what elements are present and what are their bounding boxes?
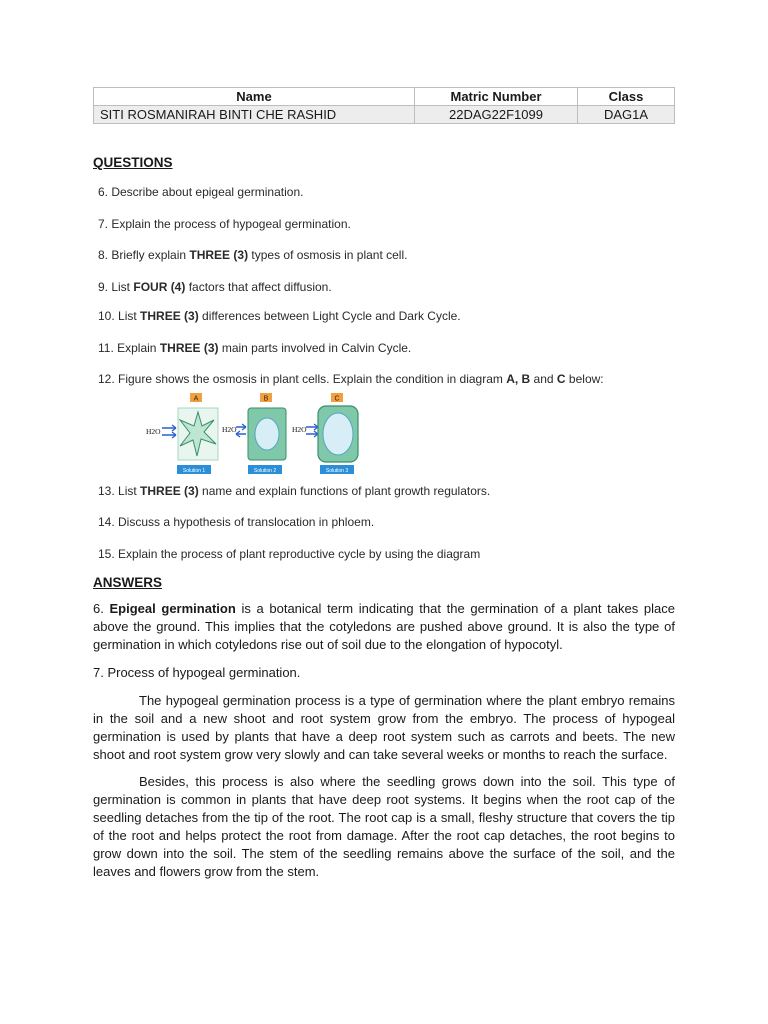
question-13 [98,484,490,498]
q8-bold: THREE (3) [189,248,249,262]
q13-text-end: name and explain functions of plant growth regulators. [198,484,491,498]
label-b: B [263,395,269,403]
question-6: 6. Describe about epigeal germination. [98,185,304,199]
question-12 [98,372,604,386]
answer-7-paragraph-2: Besides, this process is also where the seedling grows down into the soil. This type of germination is common in plants that have deep root systems. It begins when the root cap of the seedling detaches from the tip of the root. The root cap is a small, fleshy structure that covers the tip of the root and helps protect the root from damage. After the root cap detaches, the root begins to grow down into the soil. The stem of the seedling remains above the surface of the soil, and the leaves and flowers grow from the stem. [93,774,675,879]
header-class: Class [578,88,675,106]
question-14: 14. Discuss a hypothesis of translocation in phloem. [98,515,375,529]
answer-7-paragraph-1: The hypogeal germination process is a type of germination where the plant embryo remains in the soil and a new shoot and root system grow from the embryo. The process of hypogeal germination is used by plants that have a deep root system such as carrots and beets. The new shoot and root system grow very slowly and can take several weeks or months to reach the surface. [93,693,675,762]
answer-7-title: 7. Process of hypogeal germination. [93,665,301,680]
q12-text-mid: and [530,372,557,386]
q8-text: 8. Briefly explain [98,248,190,262]
q10-bold: THREE (3) [140,309,199,323]
questions-heading: QUESTIONS [93,155,173,170]
q9-text: 9. List [98,280,134,294]
label-c: C [334,395,340,403]
q10-text: 10. List [98,309,141,323]
arrowhead-a [172,425,176,438]
q12-bold-c: C [556,372,566,386]
question-11 [98,341,411,355]
q12-text: 12. Figure shows the osmosis in plant cells. Explain the condition in diagram [98,372,507,386]
cell-c-vacuole [323,413,353,455]
q8-text-end: types of osmosis in plant cell. [248,248,408,262]
question-15: 15. Explain the process of plant reproductive cycle by using the diagram [98,547,481,561]
water-label-c: H2O [292,425,307,434]
solution-label-1: Solution 1 [182,468,206,474]
answer-6-term: Epigeal germination [109,601,236,616]
arrowhead-b [236,424,246,437]
answer-6-text: is a botanical term indicating that the germination of a plant takes place above the ground. This implies that the cotyledons are pushed above ground. It is also the type of germination in which cotyledons rise out of soil due to the elongation of hypocotyl. [93,601,675,652]
student-name: SITI ROSMANIRAH BINTI CHE RASHID [94,106,415,124]
q11-text: 11. Explain [98,341,160,355]
table-row [94,106,675,124]
water-label-b: H2O [222,425,237,434]
question-7: 7. Explain the process of hypogeal germination. [98,217,351,231]
header-matric: Matric Number [415,88,578,106]
answers-body [93,600,675,881]
student-matric: 22DAG22F1099 [415,106,578,124]
water-label-a: H2O [146,427,161,436]
header-name: Name [94,88,415,106]
question-9 [98,280,332,294]
q12-bold-ab: A, B [506,372,531,386]
question-8 [98,248,407,262]
question-10 [98,309,461,323]
student-info-table [93,87,675,124]
q10-text-end: differences between Light Cycle and Dark Cycle. [198,309,461,323]
label-a: A [193,395,199,403]
q9-bold: FOUR (4) [133,280,186,294]
table-header-row [94,88,675,106]
solution-label-3: Solution 3 [325,468,349,474]
q13-text: 13. List [98,484,141,498]
solution-label-2: Solution 2 [253,468,277,474]
q12-text-end: below: [565,372,604,386]
answers-heading: ANSWERS [93,575,163,590]
q11-text-end: main parts involved in Calvin Cycle. [218,341,412,355]
answer-6 [93,600,675,654]
osmosis-figure [140,390,370,478]
q13-bold: THREE (3) [140,484,199,498]
q9-text-end: factors that affect diffusion. [185,280,332,294]
answer-6-number: 6. [93,601,110,616]
q11-bold: THREE (3) [159,341,219,355]
student-class: DAG1A [578,106,675,124]
cell-b-vacuole [255,418,279,450]
